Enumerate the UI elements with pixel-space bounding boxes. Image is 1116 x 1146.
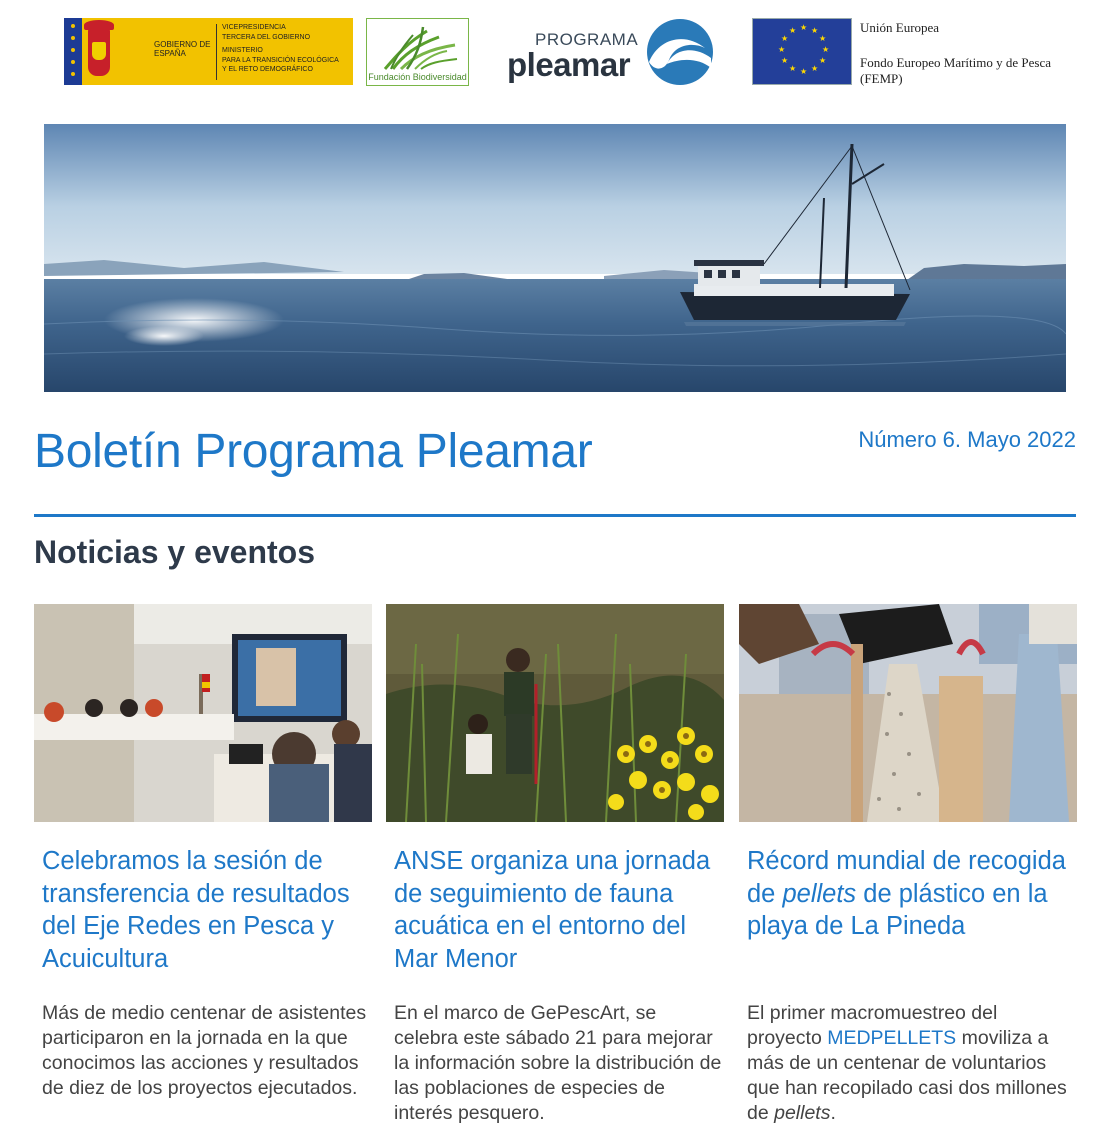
card-3-body: El primer macromuestreo del proyecto MEDPELLETS moviliza a más de un centenar de voluntarios que han recopilado casi dos millones de pellets. [747,1002,1067,1124]
programa-pleamar-logo[interactable] [505,18,715,88]
eu-flag-icon: ★ ★ ★ ★ ★ ★ ★ ★ ★ ★ ★ ★ [752,18,852,85]
card-1-title[interactable]: Celebramos la sesión de transferencia de resultados del Eje Redes en Pesca y Acuicultura [42,847,350,973]
news-card-2[interactable] [386,604,724,1124]
grass-icon [377,25,461,71]
union-europea-logo[interactable] [752,18,1052,88]
eu-stars-strip [64,18,82,85]
meeting-room-photo [34,604,372,822]
wave-icon [645,18,715,86]
medpellets-link[interactable]: MEDPELLETS [827,1027,957,1049]
hero-image [44,124,1066,392]
section-title: Noticias y eventos [34,534,315,570]
ministry-label: VICEPRESIDENCIA TERCERA DEL GOBIERNO MINISTERIO PARA LA TRANSICIÓN ECOLÓGICA Y EL RETO DEMOGRÁFICO [222,24,339,73]
coat-of-arms-icon [88,28,110,76]
news-card-3[interactable] [739,604,1077,1124]
gobierno-espana-logo[interactable] [64,18,353,85]
card-2-body: En el marco de GePescArt, se celebra este sábado 21 para mejorar la información sobre la distribución de las poblaciones de especies de interés pesquero. [394,1002,722,1124]
pleamar-bottom-label: pleamar [507,46,631,83]
pleamar-top-label: PROGRAMA [535,30,639,49]
wetland-fieldwork-photo [386,604,724,822]
ue-label: Unión Europea [860,20,940,35]
logo-header [0,0,1116,100]
card-1-body: Más de medio centenar de asistentes participaron en la jornada en la que conocimos las acciones y resultados de diez de los proyectos ejecutados. [42,1002,367,1099]
boat-sea-illustration [44,124,1066,392]
news-card-1[interactable] [34,604,372,1099]
newsletter-title: Boletín Programa Pleamar [34,425,593,478]
title-divider [34,514,1076,517]
card-2-title[interactable]: ANSE organiza una jornada de seguimiento de fauna acuática en el entorno del Mar Menor [394,847,711,973]
card-3-title[interactable]: Récord mundial de recogida de pellets de plástico en la playa de La Pineda [747,847,1066,940]
fundacion-biodiversidad-logo[interactable] [366,18,469,86]
issue-label: Número 6. Mayo 2022 [858,427,1076,452]
beach-pellets-photo [739,604,1077,822]
gobierno-label: GOBIERNO DE ESPAÑA [154,40,211,58]
femp-label: Fondo Europeo Marítimo y de Pesca (FEMP) [860,55,1051,86]
fundacion-label: Fundación Biodiversidad [368,72,467,82]
